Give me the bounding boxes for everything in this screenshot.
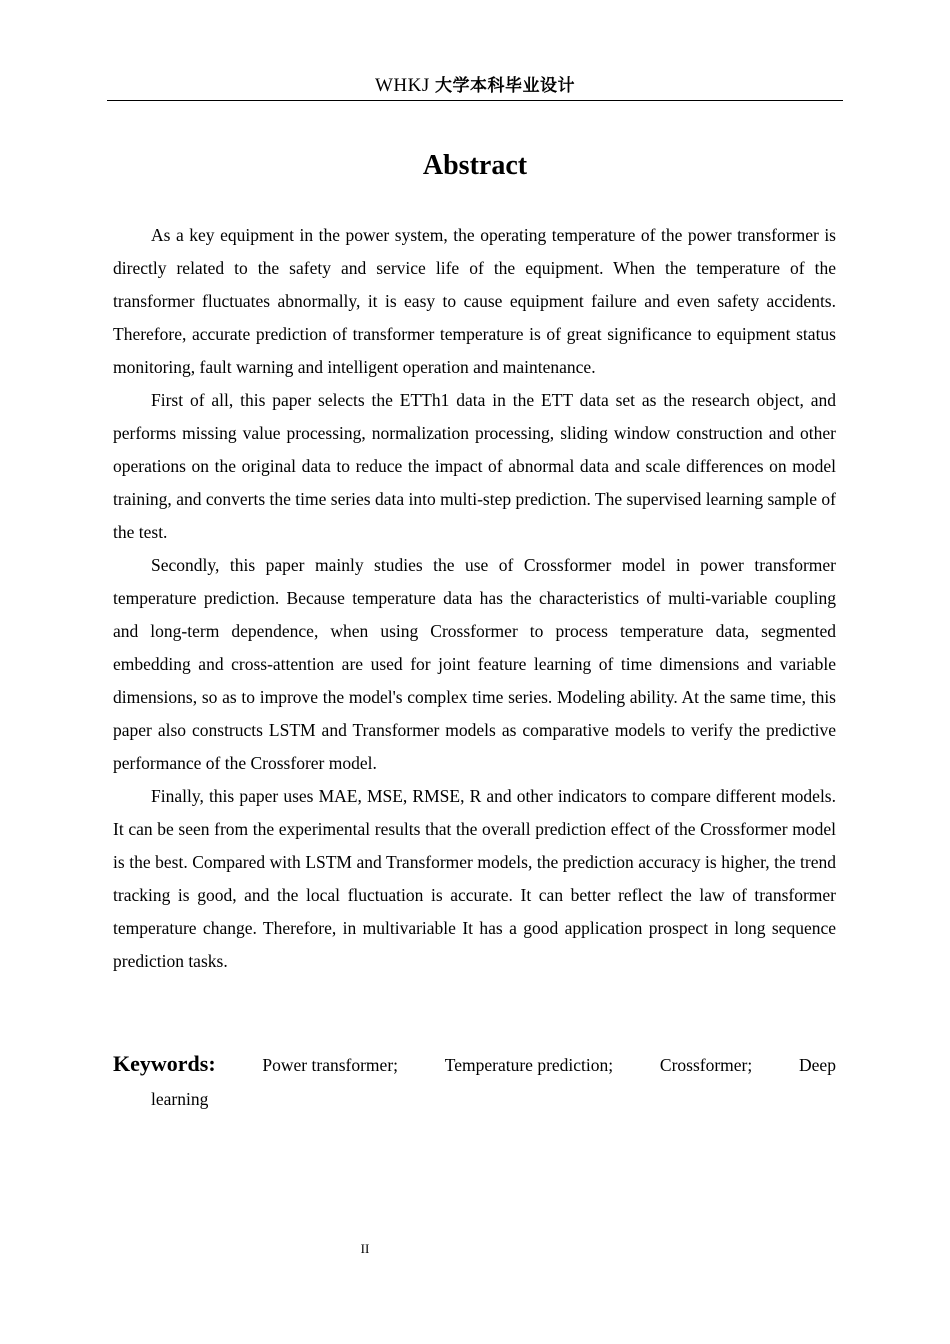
keyword-item: Temperature prediction; <box>444 1055 614 1075</box>
paragraph-3: Secondly, this paper mainly studies the use of Crossformer model in power transformer temperature prediction. Because temperature data has the characteristics of multi-variable coupling and long-term dependence, when using Crossformer to process temperature data, segmented embedding and cross-attention are used for joint feature learning of time dimensions and variable dimensions, so as to improve the model's complex time series. Modeling ability. At the same time, this paper also constructs LSTM and Transformer models as comparative models to verify the predictive performance of the Crossforer model. <box>113 555 836 773</box>
keywords-line <box>113 1047 836 1082</box>
paragraph-2: First of all, this paper selects the ETTh1 data in the ETT data set as the research object, and performs missing value processing, normalization processing, sliding window construction and other operations on the original data to reduce the impact of abnormal data and scale differences on model training, and converts the time series data into multi-step prediction. The supervised learning sample of the test. <box>113 390 836 542</box>
keyword-item: Power transformer; <box>262 1055 399 1075</box>
abstract-body <box>113 219 836 978</box>
paragraph-1: As a key equipment in the power system, the operating temperature of the power transformer is directly related to the safety and service life of the equipment. When the temperature of the transformer fluctuates abnormally, it is easy to cause equipment failure and even safety accidents. Therefore, accurate prediction of transformer temperature is of great significance to equipment status monitoring, fault warning and intelligent operation and maintenance. <box>113 225 836 377</box>
keyword-item: Crossformer; <box>659 1055 753 1075</box>
keywords-continuation: learning <box>151 1089 209 1109</box>
abstract-title: Abstract <box>422 150 528 181</box>
header-chinese: 大学本科毕业设计 <box>435 76 576 96</box>
page-header <box>107 72 843 101</box>
keyword-item: Deep <box>799 1055 836 1075</box>
paragraph-4: Finally, this paper uses MAE, MSE, RMSE, R and other indicators to compare different models. It can be seen from the experimental results that the overall prediction effect of the Crossformer model is the best. Compared with LSTM and Transformer models, the prediction accuracy is higher, the trend tracking is good, and the local fluctuation is accurate. It can better reflect the law of transformer temperature change. Therefore, in multivariable It has a good application prospect in long sequence prediction tasks. <box>113 786 836 971</box>
page-number: II <box>360 1241 370 1256</box>
header-latin: WHKJ <box>374 75 430 96</box>
keywords-label: Keywords: <box>113 1051 216 1076</box>
keywords-section <box>113 1047 836 1116</box>
